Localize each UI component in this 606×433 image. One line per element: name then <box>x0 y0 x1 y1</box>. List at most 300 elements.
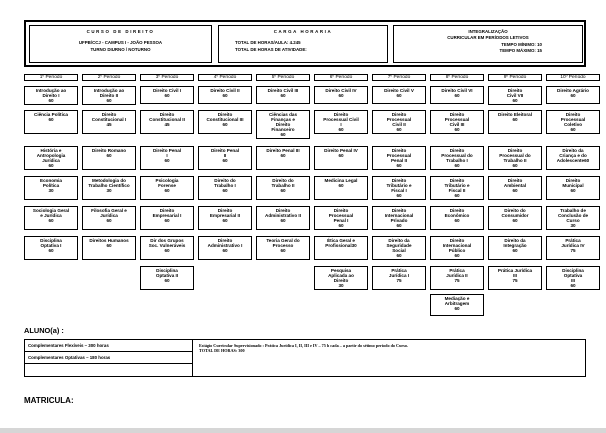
course-line: 30 <box>48 188 54 194</box>
course-line: Optativa I <box>40 243 62 249</box>
course-line: Direito <box>449 208 465 213</box>
aluno-label: ALUNO(a) : <box>24 326 64 335</box>
course-line: 60 <box>454 306 460 312</box>
period-column <box>546 74 600 289</box>
course-line: Prática <box>565 238 581 243</box>
course-box <box>198 236 252 260</box>
course-line: Civil VII <box>506 93 524 99</box>
course-box <box>198 176 252 200</box>
course-line: Prática <box>449 268 465 273</box>
period-column <box>140 74 194 284</box>
course-line: Arbitragem <box>444 301 470 307</box>
hours-title: CARGA HORARIA <box>273 29 333 34</box>
course-line: Direito <box>275 122 291 128</box>
course-box <box>198 110 252 134</box>
course-line: 60 <box>454 127 460 133</box>
period-header: 9º Período <box>488 74 542 81</box>
course-line: Penal II <box>390 158 408 164</box>
course-line: Trabalho II <box>503 158 527 164</box>
course-line: III <box>513 273 517 279</box>
course-box <box>24 236 78 260</box>
course-line: 60 <box>222 218 228 224</box>
course-line: Direito Penal III <box>266 148 300 153</box>
course-box <box>430 176 484 200</box>
course-line: Disciplina <box>562 268 584 273</box>
course-box <box>82 206 136 230</box>
course-line: Trabalho de <box>560 208 586 213</box>
period-header: 7º Período <box>372 74 426 81</box>
course-line: 60 <box>48 117 54 123</box>
course-box <box>314 206 368 230</box>
course-box <box>256 176 310 200</box>
course-line: Dir dos Grupos <box>150 238 184 243</box>
course-box <box>372 176 426 200</box>
course-line: Administrativo II <box>265 213 301 219</box>
course-line: 60 <box>454 163 460 169</box>
shift-text: TURNO DIURNO / NOTURNO <box>90 46 151 52</box>
course-line: Economia <box>40 178 62 183</box>
period-column <box>198 74 252 254</box>
course-line: 60 <box>570 127 576 133</box>
course-line: Psicologia <box>155 178 179 183</box>
course-box <box>430 294 484 316</box>
course-line: I <box>166 153 168 159</box>
course-box <box>314 110 368 134</box>
course-line: Direito Penal <box>210 148 240 153</box>
course-box <box>24 110 78 134</box>
course-line: Internacional <box>442 243 472 249</box>
course-box <box>140 86 194 104</box>
period-header: 3º Período <box>140 74 194 81</box>
course-line: Público <box>448 248 466 254</box>
course-line: Tributário e <box>386 183 412 189</box>
course-box <box>546 206 600 230</box>
course-line: Processual <box>444 117 470 123</box>
course-line: Prática Jurídica <box>497 268 533 273</box>
course-line: Direito da <box>388 238 410 243</box>
integration-title: INTEGRALIZAÇÃO <box>468 29 508 34</box>
course-line: Direito <box>507 148 523 153</box>
course-line: Direito <box>217 238 233 243</box>
course-line: Direito da <box>504 238 526 243</box>
course-line: 60 <box>222 188 228 194</box>
course-line: Direito I <box>42 93 60 99</box>
course-line: 30 <box>570 223 576 229</box>
course-line: 60 <box>512 163 518 169</box>
course-line: 60 <box>164 188 170 194</box>
hours-info <box>218 25 388 63</box>
course-line: Direito <box>449 178 465 183</box>
course-line: Direito Civil II <box>210 88 240 93</box>
period-column <box>372 74 426 284</box>
course-box <box>546 266 600 290</box>
course-line: Ciências das <box>268 112 298 117</box>
course-line: Processual Civil <box>323 117 359 123</box>
course-line: Ética Geral e <box>327 238 355 243</box>
course-line: 60 <box>106 98 112 104</box>
course-box <box>546 236 600 260</box>
course-line: Medicina Legal <box>324 178 358 183</box>
course-line: Ciência Política <box>34 112 68 117</box>
course-box <box>198 86 252 104</box>
period-column <box>82 74 136 249</box>
course-line: 60 <box>512 117 518 123</box>
course-line: 75 <box>396 278 402 284</box>
course-box <box>24 176 78 200</box>
period-column <box>488 74 542 284</box>
integration-line: CURRICULAR EM PERÍODOS LETIVOS <box>447 35 529 41</box>
course-line: Direito <box>391 112 407 117</box>
course-box <box>372 206 426 230</box>
course-line: Integração <box>503 243 527 249</box>
course-line: Direito <box>275 208 291 213</box>
course-line: Econômico <box>444 213 470 219</box>
course-box <box>82 176 136 200</box>
course-line: Fiscal I <box>391 188 407 194</box>
course-line: Constitucional I <box>91 117 127 123</box>
course-line: 60 <box>280 248 286 254</box>
course-line: Aplicada ao <box>328 273 354 279</box>
matricula-label: MATRICULA: <box>24 396 74 405</box>
course-box <box>430 86 484 104</box>
course-line: Direito <box>101 112 117 117</box>
course-line: Introdução ao <box>35 88 67 93</box>
period-header: 8º Período <box>430 74 484 81</box>
course-line: 60 <box>338 223 344 229</box>
course-line: 60 <box>338 127 344 133</box>
optional-hours: Complementares Optativas – 180 horas <box>25 352 192 364</box>
course-box <box>430 146 484 170</box>
course-box <box>82 146 136 170</box>
course-line: Conclusão de <box>557 213 589 219</box>
course-line: Empresarial II <box>209 213 241 219</box>
course-line: Adolescente60 <box>556 158 590 164</box>
course-box <box>488 206 542 230</box>
course-box <box>198 146 252 170</box>
course-line: 60 <box>570 188 576 194</box>
course-line: Direito <box>333 278 349 284</box>
course-line: Processo <box>272 243 294 249</box>
course-box <box>546 146 600 170</box>
course-line: 60 <box>396 127 402 133</box>
course-line: 75 <box>570 248 576 254</box>
course-line: Constitucional III <box>206 117 244 123</box>
course-line: 30 <box>106 188 112 194</box>
header-box <box>24 20 586 67</box>
course-line: 60 <box>280 188 286 194</box>
course-box <box>82 110 136 134</box>
course-box <box>314 266 368 290</box>
course-line: 60 <box>222 158 228 164</box>
hours-total: TOTAL DE HORAS/AULA: 4.245 <box>235 40 301 46</box>
course-line: 60 <box>48 98 54 104</box>
course-line: Teoria Geral do <box>266 238 300 243</box>
course-line: Processual do <box>441 153 473 159</box>
course-box <box>372 266 426 290</box>
course-line: e Jurídica <box>40 213 62 219</box>
course-line: 60 <box>222 248 228 254</box>
course-box <box>546 176 600 200</box>
course-line: Forense <box>158 183 176 189</box>
course-line: 60 <box>570 283 576 289</box>
course-line: 60 <box>570 93 576 99</box>
course-box <box>372 236 426 260</box>
course-line: 60 <box>164 158 170 164</box>
integration-info <box>393 25 583 63</box>
course-line: Direito Civil IV <box>325 88 357 93</box>
hours-summary-box <box>24 339 586 377</box>
flexible-hours: Complementares Flexíveis – 300 horas <box>25 340 192 352</box>
course-line: Internacional <box>384 213 414 219</box>
hours-activities: TOTAL DE HORAS DE ATIVIDADE: <box>235 46 307 52</box>
course-line: Direito <box>565 178 581 183</box>
course-line: Municipal <box>562 183 584 189</box>
course-line: 60 <box>512 188 518 194</box>
course-line: Trabalho I <box>446 158 468 164</box>
course-line: Processual <box>386 117 412 123</box>
course-box <box>314 146 368 170</box>
course-line: Finanças e <box>271 117 295 123</box>
course-box <box>314 176 368 200</box>
course-box <box>82 236 136 260</box>
course-box <box>198 206 252 230</box>
course-line: Direito Penal <box>152 148 182 153</box>
course-line: Trabalho Científico <box>88 183 130 189</box>
course-line: 60 <box>280 132 286 138</box>
course-line: Jurídica <box>100 213 118 219</box>
course-line: Optativa II <box>155 273 179 279</box>
course-line: Introdução ao <box>93 88 125 93</box>
course-box <box>140 236 194 260</box>
course-line: 60 <box>164 93 170 99</box>
period-header: 10º Período <box>546 74 600 81</box>
course-line: Trabalho I <box>214 183 236 189</box>
course-line: Coletivo <box>563 122 583 128</box>
internship-info <box>199 343 408 354</box>
course-box <box>546 110 600 134</box>
course-line: 60 <box>454 93 460 99</box>
course-line: 45 <box>106 122 112 128</box>
course-line: Constitucional II <box>149 117 185 123</box>
course-box <box>546 86 600 104</box>
course-line: Direito <box>391 178 407 183</box>
course-line: Seguridade <box>386 243 412 249</box>
course-line: Antropologia <box>36 153 66 159</box>
course-line: Direito <box>565 112 581 117</box>
course-box <box>430 236 484 260</box>
period-column <box>430 74 484 312</box>
course-line: 60 <box>164 218 170 224</box>
course-line: Privado <box>390 218 408 224</box>
course-line: Optativa <box>563 273 583 279</box>
course-line: Direito <box>217 112 233 117</box>
course-line: Direito <box>217 208 233 213</box>
course-line: 60 <box>454 253 460 259</box>
course-line: 60 <box>512 98 518 104</box>
course-box <box>140 206 194 230</box>
course-line: Disciplina <box>156 268 178 273</box>
period-column <box>24 74 78 254</box>
course-line: 60 <box>280 93 286 99</box>
course-line: Pesquisa <box>330 268 352 273</box>
course-box <box>24 206 78 230</box>
course-line: III <box>571 278 575 284</box>
course-line: 60 <box>454 218 460 224</box>
course-line: Jurídica <box>42 158 60 164</box>
course-line: 75 <box>512 278 518 284</box>
course-box <box>256 146 310 170</box>
course-box <box>488 266 542 290</box>
period-header: 1º Período <box>24 74 78 81</box>
complementary-hours <box>25 340 193 376</box>
course-line: Prática <box>391 268 407 273</box>
course-box <box>488 110 542 134</box>
course-line: Administrativo I <box>207 243 243 249</box>
course-line: 60 <box>48 218 54 224</box>
course-line: Fiscal II <box>448 188 466 194</box>
course-line: 60 <box>454 193 460 199</box>
course-line: Direito Romano <box>91 148 127 153</box>
course-line: História e <box>40 148 62 153</box>
course-line: 60 <box>106 218 112 224</box>
course-box <box>82 86 136 105</box>
bottom-strip <box>0 428 606 433</box>
course-box <box>256 236 310 260</box>
internship-total: TOTAL DE HORAS: 300 <box>199 348 245 354</box>
course-line: 45 <box>164 122 170 128</box>
period-column <box>256 74 310 254</box>
min-time: TEMPO MÍNIMO: 10 <box>501 41 542 47</box>
course-box <box>372 86 426 104</box>
course-line: 30 <box>338 283 344 289</box>
course-line: Consumidor <box>501 213 529 219</box>
course-line: 60 <box>48 163 54 169</box>
course-line: Direitos Humanos <box>89 238 129 243</box>
course-line: Jurídica IV <box>561 243 585 249</box>
course-line: Direito do <box>272 178 294 183</box>
course-line: Sociologia Geral <box>32 208 70 213</box>
course-line: 60 <box>338 183 344 189</box>
course-box <box>488 176 542 200</box>
max-time: TEMPO MÁXIMO: 15 <box>499 48 542 54</box>
course-line: Empresarial I <box>152 213 182 219</box>
course-title: CURSO DE DIREITO <box>86 29 155 34</box>
course-line: Disciplina <box>40 238 62 243</box>
course-line: Direito do <box>214 178 236 183</box>
course-line: Direito Eleitoral <box>498 112 532 117</box>
course-line: Direito Civil VI <box>441 88 473 93</box>
course-line: 60 <box>396 193 402 199</box>
course-line: 60 <box>106 153 112 159</box>
course-box <box>430 206 484 230</box>
course-line: Financeiro <box>271 127 295 133</box>
course-box <box>488 86 542 105</box>
course-line: 60 <box>164 278 170 284</box>
course-line: Direito <box>159 208 175 213</box>
course-line: Ambiental <box>503 183 527 189</box>
course-line: Direito Penal IV <box>324 148 358 153</box>
course-line: 60 <box>280 218 286 224</box>
course-line: Direito <box>391 208 407 213</box>
course-line: Tributário e <box>444 183 470 189</box>
course-line: Profissional30 <box>325 243 357 249</box>
course-line: Penal I <box>333 218 349 224</box>
course-line: 60 <box>222 122 228 128</box>
course-line: 60 <box>396 253 402 259</box>
course-line: Criança e do <box>559 153 587 159</box>
period-header: 2º Período <box>82 74 136 81</box>
period-column <box>314 74 368 289</box>
course-line: 60 <box>512 248 518 254</box>
course-line: 60 <box>48 248 54 254</box>
course-line: Direito Civil III <box>267 88 299 93</box>
course-line: Direito <box>507 88 523 93</box>
course-box <box>372 110 426 134</box>
course-line: Civil II <box>392 122 406 128</box>
course-line: 60 <box>338 153 344 159</box>
course-box <box>488 236 542 260</box>
course-line: 60 <box>222 93 228 99</box>
course-line: 75 <box>454 278 460 284</box>
course-line: Direito II <box>99 93 119 99</box>
internship-text: Estágio Curricular Supervisionado : Prática Jurídica I, II, III e IV – 75 h cada – a partir do sétimo período do Curso. <box>199 343 409 348</box>
period-header: 6º Período <box>314 74 368 81</box>
course-box <box>256 206 310 230</box>
course-line: Direito <box>333 208 349 213</box>
course-line: Filosofia Geral e <box>91 208 127 213</box>
course-box <box>140 176 194 200</box>
course-line: Direito <box>449 112 465 117</box>
course-line: II <box>223 153 227 159</box>
course-box <box>430 110 484 134</box>
course-line: Metodologia do <box>92 178 126 183</box>
period-header: 4º Período <box>198 74 252 81</box>
course-line: Jurídica II <box>446 273 468 279</box>
course-line: Jurídica I <box>388 273 410 279</box>
course-box <box>430 266 484 290</box>
course-box <box>140 146 194 170</box>
course-box <box>488 146 542 170</box>
course-line: 60 <box>396 163 402 169</box>
course-line: Social <box>392 248 406 254</box>
course-box <box>24 146 78 170</box>
course-line: Processual <box>328 213 354 219</box>
course-line: 60 <box>396 93 402 99</box>
course-line: Processual do <box>499 153 531 159</box>
course-line: Direito Agrário <box>557 88 589 93</box>
course-line: 60 <box>164 248 170 254</box>
course-line: Política <box>42 183 60 189</box>
course-line: Soc. Vulneráveis <box>148 243 186 249</box>
course-line: 60 <box>338 93 344 99</box>
course-line: 60 <box>512 218 518 224</box>
course-line: Direito do <box>504 208 526 213</box>
period-header: 5º Período <box>256 74 310 81</box>
course-line: 60 <box>396 223 402 229</box>
course-line: Trabalho II <box>271 183 295 189</box>
course-line: Direito Civil V <box>384 88 414 93</box>
course-line: 60 <box>106 243 112 249</box>
campus-text: UFPB/CCJ - CAMPUS I - JOÃO PESSOA <box>78 40 163 46</box>
course-line: Curso <box>566 218 580 224</box>
course-box <box>314 236 368 260</box>
course-line: Direito Civil I <box>152 88 182 93</box>
course-line: Direito <box>159 112 175 117</box>
course-line: Civil III <box>449 122 465 128</box>
course-box <box>372 146 426 170</box>
course-line: Processual <box>386 153 412 159</box>
course-line: Direito <box>333 112 349 117</box>
